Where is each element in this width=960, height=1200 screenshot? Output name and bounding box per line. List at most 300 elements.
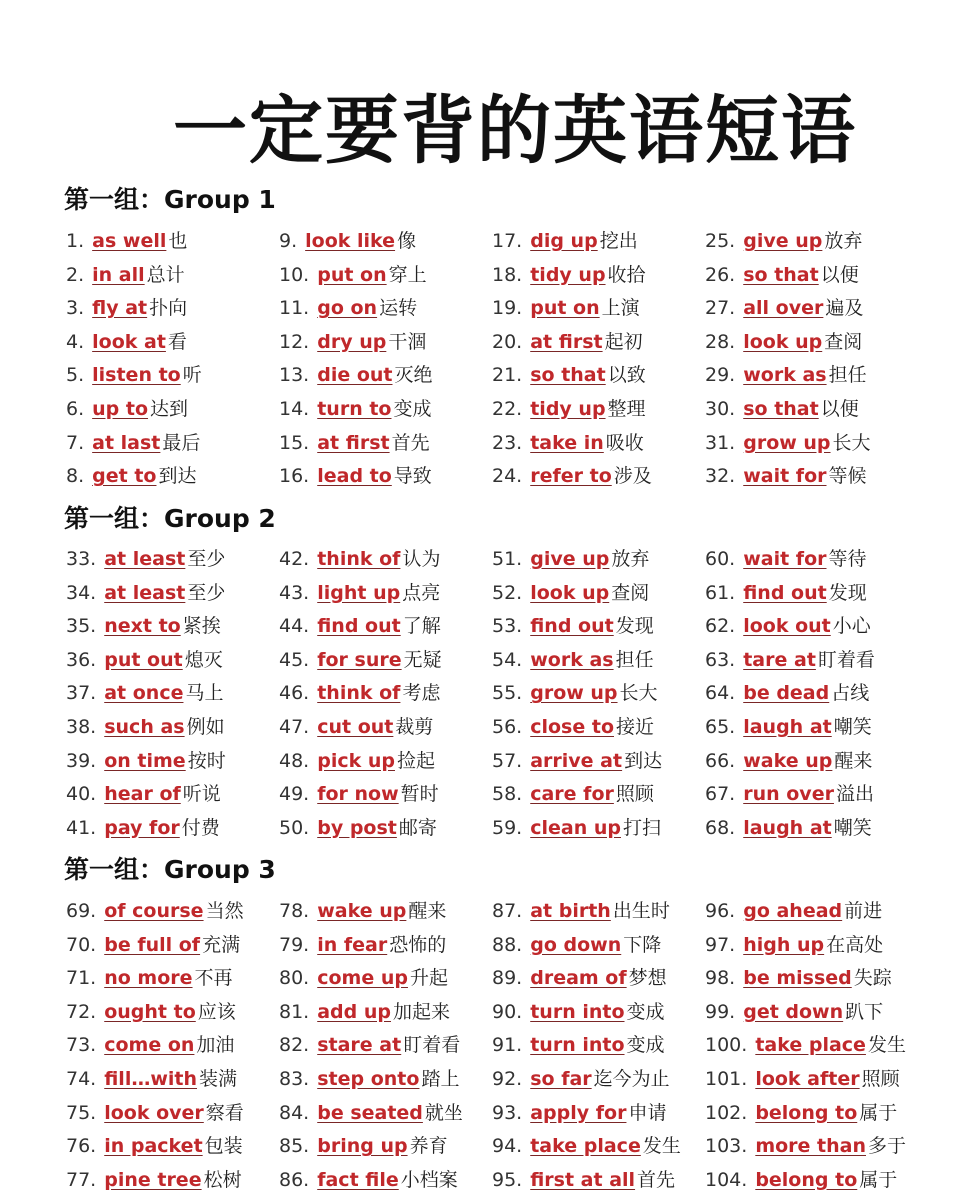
phrase-entry bbox=[705, 1130, 920, 1164]
phrase-text: put on bbox=[317, 263, 387, 286]
phrase-entry bbox=[66, 577, 281, 611]
phrase-meaning: 照顾 bbox=[615, 783, 654, 806]
entry-number: 7. bbox=[66, 431, 85, 454]
phrase-entry bbox=[705, 359, 920, 393]
phrase-column bbox=[492, 225, 707, 494]
entry-number: 75. bbox=[66, 1101, 97, 1124]
phrase-meaning: 醒来 bbox=[834, 749, 873, 772]
phrase-entry bbox=[705, 427, 920, 461]
phrase-entry bbox=[705, 326, 920, 360]
phrase-entry bbox=[66, 1063, 281, 1097]
phrase-entry bbox=[66, 225, 281, 259]
phrase-text: close to bbox=[530, 715, 614, 738]
phrase-column bbox=[279, 225, 494, 494]
phrase-meaning: 至少 bbox=[187, 548, 226, 570]
entry-number: 26. bbox=[705, 263, 736, 286]
entry-number: 58. bbox=[492, 783, 523, 806]
entry-number: 50. bbox=[279, 816, 310, 839]
phrase-meaning: 在高处 bbox=[826, 933, 884, 956]
entry-number: 64. bbox=[705, 682, 736, 705]
phrase-text: for now bbox=[317, 783, 399, 806]
entry-number: 33. bbox=[66, 548, 97, 570]
phrase-meaning: 不再 bbox=[194, 967, 233, 990]
phrase-entry bbox=[492, 929, 707, 963]
phrase-entry bbox=[705, 225, 920, 259]
phrase-text: bring up bbox=[317, 1135, 408, 1158]
phrase-entry bbox=[279, 1097, 494, 1131]
phrase-entry bbox=[66, 644, 281, 678]
phrase-text: lead to bbox=[317, 465, 392, 488]
phrase-meaning: 照顾 bbox=[861, 1067, 900, 1090]
entry-number: 32. bbox=[705, 465, 736, 488]
phrase-entry bbox=[492, 711, 707, 745]
phrase-text: find out bbox=[530, 615, 614, 638]
phrase-text: come up bbox=[317, 967, 408, 990]
phrase-meaning: 属于 bbox=[859, 1101, 898, 1124]
phrase-text: pay for bbox=[104, 816, 180, 839]
phrase-entry bbox=[279, 393, 494, 427]
entry-number: 1. bbox=[66, 230, 85, 252]
phrase-entry bbox=[492, 1164, 707, 1198]
phrase-column bbox=[705, 225, 920, 494]
phrase-entry bbox=[66, 745, 281, 779]
phrase-text: come on bbox=[104, 1034, 195, 1057]
phrase-meaning: 涉及 bbox=[613, 465, 652, 488]
phrase-column bbox=[279, 895, 494, 1197]
phrase-meaning: 盯着看 bbox=[403, 1034, 461, 1057]
phrase-entry bbox=[279, 711, 494, 745]
entry-number: 6. bbox=[66, 397, 85, 420]
entry-number: 81. bbox=[279, 1000, 310, 1023]
phrase-text: clean up bbox=[530, 816, 621, 839]
phrase-entry bbox=[705, 644, 920, 678]
entry-number: 104. bbox=[705, 1168, 748, 1191]
entry-number: 69. bbox=[66, 900, 97, 922]
phrase-column bbox=[66, 543, 281, 845]
phrase-entry bbox=[705, 393, 920, 427]
phrase-text: hear of bbox=[104, 783, 181, 806]
phrase-entry bbox=[66, 427, 281, 461]
phrase-entry bbox=[66, 259, 281, 293]
entry-number: 29. bbox=[705, 364, 736, 387]
entry-number: 11. bbox=[279, 297, 310, 320]
entry-number: 15. bbox=[279, 431, 310, 454]
phrase-text: think of bbox=[317, 548, 401, 570]
phrase-text: ought to bbox=[104, 1000, 196, 1023]
phrase-entry bbox=[279, 929, 494, 963]
phrase-text: look at bbox=[92, 330, 166, 353]
phrase-meaning: 到达 bbox=[624, 749, 663, 772]
phrase-text: more than bbox=[755, 1135, 866, 1158]
entry-number: 67. bbox=[705, 783, 736, 806]
entry-number: 13. bbox=[279, 364, 310, 387]
entry-number: 80. bbox=[279, 967, 310, 990]
phrase-text: at birth bbox=[530, 900, 611, 922]
entry-number: 71. bbox=[66, 967, 97, 990]
phrase-entry bbox=[66, 711, 281, 745]
phrase-entry bbox=[279, 962, 494, 996]
phrase-text: wake up bbox=[317, 900, 407, 922]
entry-number: 37. bbox=[66, 682, 97, 705]
entry-number: 19. bbox=[492, 297, 523, 320]
entry-number: 94. bbox=[492, 1135, 523, 1158]
phrase-entry bbox=[66, 393, 281, 427]
entry-number: 61. bbox=[705, 581, 736, 604]
phrase-entry bbox=[66, 1130, 281, 1164]
phrase-meaning: 恐怖的 bbox=[389, 933, 447, 956]
entry-number: 25. bbox=[705, 230, 736, 252]
phrase-text: be seated bbox=[317, 1101, 423, 1124]
phrase-entry bbox=[705, 677, 920, 711]
phrase-text: such as bbox=[104, 715, 185, 738]
phrase-text: get down bbox=[743, 1000, 844, 1023]
phrase-entry bbox=[705, 962, 920, 996]
phrase-text: look up bbox=[530, 581, 610, 604]
phrase-text: tidy up bbox=[530, 397, 606, 420]
phrase-meaning: 梦想 bbox=[628, 967, 667, 990]
phrase-entry bbox=[279, 1029, 494, 1063]
phrase-text: apply for bbox=[530, 1101, 627, 1124]
phrase-text: take place bbox=[755, 1034, 866, 1057]
entry-number: 96. bbox=[705, 900, 736, 922]
phrase-entry bbox=[66, 677, 281, 711]
phrase-meaning: 吸收 bbox=[605, 431, 644, 454]
phrase-entry bbox=[492, 962, 707, 996]
entry-number: 14. bbox=[279, 397, 310, 420]
phrase-text: in all bbox=[92, 263, 145, 286]
phrase-text: dig up bbox=[530, 230, 598, 252]
phrase-entry bbox=[705, 460, 920, 494]
phrase-meaning: 变成 bbox=[626, 1034, 665, 1057]
phrase-meaning: 嘲笑 bbox=[833, 816, 872, 839]
phrase-column bbox=[66, 225, 281, 494]
entry-number: 54. bbox=[492, 648, 523, 671]
phrase-entry bbox=[492, 359, 707, 393]
phrase-text: fact file bbox=[317, 1168, 399, 1191]
entry-number: 77. bbox=[66, 1168, 97, 1191]
phrase-entry bbox=[66, 1029, 281, 1063]
phrase-meaning: 踏上 bbox=[421, 1067, 460, 1090]
phrase-text: care for bbox=[530, 783, 614, 806]
phrase-entry bbox=[279, 1164, 494, 1198]
phrase-meaning: 长大 bbox=[832, 431, 871, 454]
phrase-text: get to bbox=[92, 465, 157, 488]
phrase-text: wait for bbox=[743, 548, 827, 570]
entry-number: 68. bbox=[705, 816, 736, 839]
phrase-text: at once bbox=[104, 682, 184, 705]
phrase-meaning: 等待 bbox=[828, 548, 867, 570]
phrase-meaning: 等候 bbox=[828, 465, 867, 488]
phrase-column bbox=[492, 895, 707, 1197]
phrase-meaning: 前进 bbox=[844, 900, 883, 922]
entry-number: 8. bbox=[66, 465, 85, 488]
phrase-meaning: 到达 bbox=[158, 465, 197, 488]
phrase-entry bbox=[66, 895, 281, 929]
phrase-entry bbox=[492, 895, 707, 929]
phrase-meaning: 小档案 bbox=[400, 1168, 458, 1191]
phrase-text: laugh at bbox=[743, 715, 832, 738]
phrase-entry bbox=[66, 1097, 281, 1131]
phrase-meaning: 担任 bbox=[615, 648, 654, 671]
phrase-text: up to bbox=[92, 397, 149, 420]
phrase-text: so that bbox=[743, 397, 819, 420]
phrase-meaning: 听说 bbox=[182, 783, 221, 806]
phrase-entry bbox=[279, 778, 494, 812]
phrase-entry bbox=[705, 929, 920, 963]
phrase-text: go down bbox=[530, 933, 622, 956]
phrase-text: look out bbox=[743, 615, 831, 638]
entry-number: 46. bbox=[279, 682, 310, 705]
phrase-entry bbox=[705, 711, 920, 745]
phrase-text: look after bbox=[755, 1067, 860, 1090]
phrase-meaning: 裁剪 bbox=[395, 715, 434, 738]
phrase-entry bbox=[705, 996, 920, 1030]
phrase-text: stare at bbox=[317, 1034, 402, 1057]
phrase-text: fill…with bbox=[104, 1067, 198, 1090]
phrase-meaning: 属于 bbox=[859, 1168, 898, 1191]
phrase-meaning: 导致 bbox=[393, 465, 432, 488]
phrase-entry bbox=[66, 460, 281, 494]
phrase-entry bbox=[492, 745, 707, 779]
phrase-meaning: 遍及 bbox=[825, 297, 864, 320]
phrase-text: as well bbox=[92, 230, 167, 252]
group-heading: 第一组：Group 2 bbox=[64, 504, 276, 533]
phrase-meaning: 加油 bbox=[196, 1034, 235, 1057]
entry-number: 41. bbox=[66, 816, 97, 839]
entry-number: 66. bbox=[705, 749, 736, 772]
entry-number: 17. bbox=[492, 230, 523, 252]
phrase-text: find out bbox=[743, 581, 827, 604]
phrase-meaning: 发现 bbox=[615, 615, 654, 638]
phrase-text: at least bbox=[104, 548, 186, 570]
phrase-entry bbox=[492, 1029, 707, 1063]
entry-number: 73. bbox=[66, 1034, 97, 1057]
entry-number: 27. bbox=[705, 297, 736, 320]
phrase-text: dream of bbox=[530, 967, 627, 990]
phrase-text: add up bbox=[317, 1000, 391, 1023]
phrase-meaning: 最后 bbox=[162, 431, 201, 454]
entry-number: 87. bbox=[492, 900, 523, 922]
entry-number: 12. bbox=[279, 330, 310, 353]
phrase-text: at first bbox=[530, 330, 603, 353]
phrase-entry bbox=[279, 745, 494, 779]
phrase-entry bbox=[705, 292, 920, 326]
phrase-entry bbox=[705, 610, 920, 644]
phrase-column bbox=[279, 543, 494, 845]
phrase-text: step onto bbox=[317, 1067, 420, 1090]
phrase-text: put out bbox=[104, 648, 183, 671]
entry-number: 38. bbox=[66, 715, 97, 738]
phrase-meaning: 放弃 bbox=[824, 230, 863, 252]
phrase-text: pick up bbox=[317, 749, 395, 772]
phrase-meaning: 溢出 bbox=[835, 783, 874, 806]
phrase-entry bbox=[279, 644, 494, 678]
phrase-text: look like bbox=[305, 230, 396, 252]
entry-number: 56. bbox=[492, 715, 523, 738]
phrase-meaning: 申请 bbox=[628, 1101, 667, 1124]
entry-number: 30. bbox=[705, 397, 736, 420]
phrase-entry bbox=[492, 1130, 707, 1164]
phrase-meaning: 放弃 bbox=[611, 548, 650, 570]
phrase-meaning: 打扫 bbox=[622, 816, 661, 839]
entry-number: 55. bbox=[492, 682, 523, 705]
phrase-entry bbox=[492, 577, 707, 611]
phrase-meaning: 付费 bbox=[181, 816, 220, 839]
phrase-meaning: 以致 bbox=[607, 364, 646, 387]
phrase-meaning: 变成 bbox=[393, 397, 432, 420]
phrase-text: give up bbox=[530, 548, 610, 570]
phrase-text: turn to bbox=[317, 397, 392, 420]
phrase-column bbox=[705, 543, 920, 845]
entry-number: 36. bbox=[66, 648, 97, 671]
entry-number: 31. bbox=[705, 431, 736, 454]
phrase-entry bbox=[492, 778, 707, 812]
entry-number: 79. bbox=[279, 933, 310, 956]
phrase-meaning: 醒来 bbox=[408, 900, 447, 922]
phrase-text: all over bbox=[743, 297, 824, 320]
phrase-meaning: 首先 bbox=[391, 431, 430, 454]
phrase-text: at last bbox=[92, 431, 161, 454]
phrase-text: in packet bbox=[104, 1135, 203, 1158]
phrase-text: wake up bbox=[743, 749, 833, 772]
phrase-meaning: 了解 bbox=[402, 615, 441, 638]
phrase-text: so that bbox=[743, 263, 819, 286]
phrase-text: look over bbox=[104, 1101, 204, 1124]
entry-number: 99. bbox=[705, 1000, 736, 1023]
phrase-meaning: 发现 bbox=[828, 581, 867, 604]
phrase-meaning: 充满 bbox=[202, 933, 241, 956]
phrase-text: at first bbox=[317, 431, 390, 454]
phrase-meaning: 发生 bbox=[867, 1034, 906, 1057]
phrase-meaning: 加起来 bbox=[392, 1000, 450, 1023]
entry-number: 83. bbox=[279, 1067, 310, 1090]
entry-number: 97. bbox=[705, 933, 736, 956]
entry-number: 34. bbox=[66, 581, 97, 604]
phrase-text: grow up bbox=[743, 431, 831, 454]
phrase-meaning: 运转 bbox=[379, 297, 418, 320]
phrase-text: take place bbox=[530, 1135, 641, 1158]
phrase-entry bbox=[279, 577, 494, 611]
phrase-meaning: 应该 bbox=[197, 1000, 236, 1023]
phrase-entry bbox=[279, 996, 494, 1030]
entry-number: 28. bbox=[705, 330, 736, 353]
phrase-entry bbox=[492, 610, 707, 644]
entry-number: 65. bbox=[705, 715, 736, 738]
phrase-meaning: 趴下 bbox=[845, 1000, 884, 1023]
entry-number: 91. bbox=[492, 1034, 523, 1057]
phrase-text: find out bbox=[317, 615, 401, 638]
phrase-text: turn into bbox=[530, 1034, 625, 1057]
entry-number: 39. bbox=[66, 749, 97, 772]
entry-number: 51. bbox=[492, 548, 523, 570]
phrase-meaning: 捡起 bbox=[396, 749, 435, 772]
entry-number: 70. bbox=[66, 933, 97, 956]
group-heading: 第一组：Group 3 bbox=[64, 855, 276, 884]
phrase-text: fly at bbox=[92, 297, 148, 320]
entry-number: 48. bbox=[279, 749, 310, 772]
entry-number: 88. bbox=[492, 933, 523, 956]
phrase-meaning: 邮寄 bbox=[398, 816, 437, 839]
phrase-text: work as bbox=[530, 648, 614, 671]
phrase-text: tare at bbox=[743, 648, 816, 671]
entry-number: 20. bbox=[492, 330, 523, 353]
phrase-text: go on bbox=[317, 297, 378, 320]
phrase-meaning: 暂时 bbox=[400, 783, 439, 806]
phrase-meaning: 整理 bbox=[607, 397, 646, 420]
phrase-entry bbox=[66, 996, 281, 1030]
phrase-entry bbox=[492, 543, 707, 577]
phrase-entry bbox=[705, 1097, 920, 1131]
phrase-meaning: 失踪 bbox=[853, 967, 892, 990]
phrase-entry bbox=[279, 812, 494, 846]
phrase-meaning: 松树 bbox=[203, 1168, 242, 1191]
phrase-entry bbox=[279, 259, 494, 293]
phrase-text: grow up bbox=[530, 682, 618, 705]
phrase-meaning: 扑向 bbox=[149, 297, 188, 320]
phrase-text: pine tree bbox=[104, 1168, 202, 1191]
phrase-meaning: 占线 bbox=[831, 682, 870, 705]
phrase-entry bbox=[66, 1164, 281, 1198]
entry-number: 86. bbox=[279, 1168, 310, 1191]
phrase-text: cut out bbox=[317, 715, 394, 738]
phrase-entry bbox=[492, 996, 707, 1030]
phrase-meaning: 上演 bbox=[601, 297, 640, 320]
entry-number: 62. bbox=[705, 615, 736, 638]
phrase-meaning: 察看 bbox=[205, 1101, 244, 1124]
phrase-text: work as bbox=[743, 364, 827, 387]
phrase-meaning: 迄今为止 bbox=[593, 1067, 670, 1090]
phrase-entry bbox=[705, 778, 920, 812]
phrase-meaning: 下降 bbox=[623, 933, 662, 956]
phrase-text: turn into bbox=[530, 1000, 625, 1023]
phrase-entry bbox=[492, 812, 707, 846]
entry-number: 57. bbox=[492, 749, 523, 772]
phrase-meaning: 接近 bbox=[616, 715, 655, 738]
entry-number: 49. bbox=[279, 783, 310, 806]
phrase-column bbox=[66, 895, 281, 1197]
phrase-entry bbox=[492, 259, 707, 293]
phrase-entry bbox=[492, 292, 707, 326]
entry-number: 40. bbox=[66, 783, 97, 806]
phrase-entry bbox=[492, 326, 707, 360]
phrase-meaning: 养育 bbox=[409, 1135, 448, 1158]
phrase-meaning: 熄灭 bbox=[184, 648, 223, 671]
phrase-text: run over bbox=[743, 783, 834, 806]
phrase-meaning: 看 bbox=[167, 330, 187, 353]
phrase-entry bbox=[66, 778, 281, 812]
phrase-entry bbox=[279, 895, 494, 929]
phrase-entry bbox=[279, 543, 494, 577]
entry-number: 24. bbox=[492, 465, 523, 488]
phrase-meaning: 点亮 bbox=[402, 581, 441, 604]
phrase-meaning: 装满 bbox=[199, 1067, 238, 1090]
entry-number: 53. bbox=[492, 615, 523, 638]
phrase-text: next to bbox=[104, 615, 181, 638]
phrase-meaning: 以便 bbox=[820, 397, 859, 420]
entry-number: 10. bbox=[279, 263, 310, 286]
phrase-meaning: 起初 bbox=[604, 330, 643, 353]
phrase-entry bbox=[705, 259, 920, 293]
phrase-entry bbox=[66, 359, 281, 393]
phrase-text: no more bbox=[104, 967, 193, 990]
phrase-text: belong to bbox=[755, 1101, 858, 1124]
phrase-entry bbox=[66, 292, 281, 326]
entry-number: 98. bbox=[705, 967, 736, 990]
phrase-meaning: 发生 bbox=[642, 1135, 681, 1158]
phrase-text: high up bbox=[743, 933, 825, 956]
phrase-meaning: 担任 bbox=[828, 364, 867, 387]
entry-number: 100. bbox=[705, 1034, 748, 1057]
